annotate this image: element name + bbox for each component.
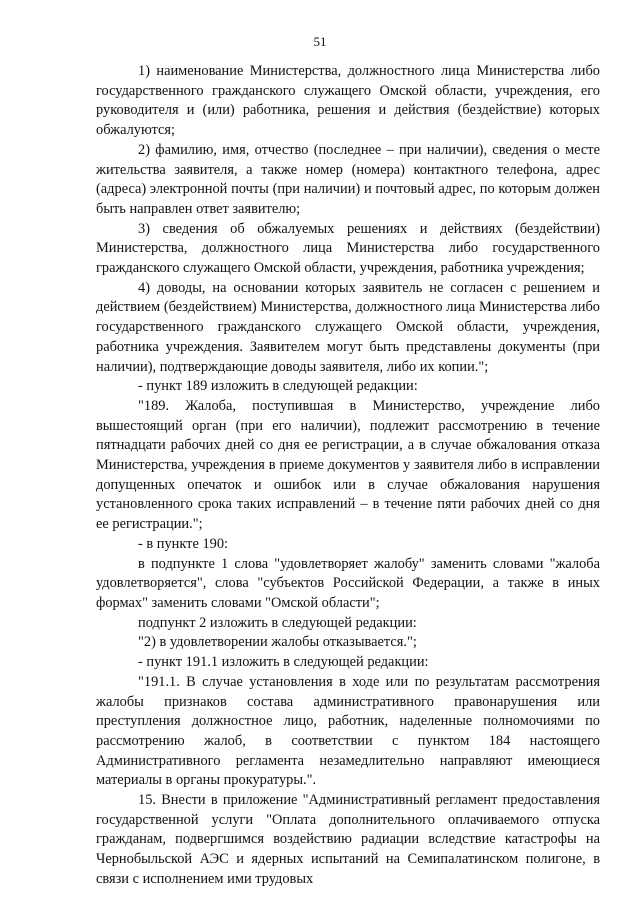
paragraph-subitem-4: 4) доводы, на основании которых заявитель не согласен с решением и действием (бездействием) Министерства, должностного лица Министерства либо государственного гражданского служащего Омской области, учреждения, работника учреждения. Заявителем могут быть представлены документы (при наличии), подтверждающие доводы заявителя, либо их копии.";: [96, 279, 600, 375]
page-number: 51: [313, 34, 327, 49]
document-body: [96, 62, 600, 890]
paragraph-subitem-2: 2) фамилию, имя, отчество (последнее – при наличии), сведения о месте жительства заявителя, а также номер (номера) контактного телефона, адрес (адреса) электронной почты (при наличии) и почтовый адрес, по которым должен быть направлен ответ заявителю;: [96, 141, 600, 217]
paragraph-item-189-instruction: - пункт 189 изложить в следующей редакции:: [138, 378, 418, 395]
paragraph-section-15: 15. Внести в приложение "Административный регламент предоставления государственной услуги "Оплата дополнительного оплачиваемого отпуска гражданам, подвергшимся воздействию радиации вследствие катастрофы на Чернобыльской АЭС и ядерных испытаний на Семипалатинском полигоне, в связи с исполнением ими трудовых: [96, 792, 600, 887]
paragraph-item-190-subitem-2-instruction: подпункт 2 изложить в следующей редакции:: [138, 614, 417, 631]
paragraph-item-190-subitem-1: в подпункте 1 слова "удовлетворяет жалобу" заменить словами "жалоба удовлетворяется", слова "субъектов Российской Федерации, а также в иных формах" заменить словами "Омской области";: [96, 555, 600, 611]
paragraph-item-190-subitem-2-text: "2) в удовлетворении жалобы отказывается.";: [138, 634, 417, 651]
paragraph-item-191-1-text: "191.1. В случае установления в ходе или по результатам рассмотрения жалобы признаков состава административного правонарушения или преступления должностное лицо, работник, наделенные полномочиями по рассмотрению жалоб, в соответствии с пунктом 184 настоящего Административного регламента незамедлительно направляют имеющиеся материалы в органы прокуратуры.".: [96, 673, 600, 789]
paragraph-item-189-text: "189. Жалоба, поступившая в Министерство, учреждение либо вышестоящий орган (при его наличии), подлежит рассмотрению в течение пятнадцати рабочих дней со дня ее регистрации, а в случае обжалования отказа Министерства, учреждения в приеме документов у заявителя либо в исправлении допущенных опечаток и ошибок или в случае обжалования нарушения установленного срока таких исправлений – в течение пяти рабочих дней со дня ее регистрации.";: [96, 397, 600, 533]
paragraph-subitem-1: 1) наименование Министерства, должностного лица Министерства либо государственного гражданского служащего Омской области, учреждения, его руководителя и (или) работника, решения и действия (бездействие) которых обжалуются;: [96, 63, 600, 139]
paragraph-subitem-3: 3) сведения об обжалуемых решениях и действиях (бездействии) Министерства, должностного лица Министерства либо государственного гражданского служащего Омской области, учреждения, работника учреждения;: [96, 220, 600, 277]
paragraph-item-190-instruction: - в пункте 190:: [138, 535, 229, 552]
paragraph-item-191-1-instruction: - пункт 191.1 изложить в следующей редакции:: [138, 654, 429, 671]
